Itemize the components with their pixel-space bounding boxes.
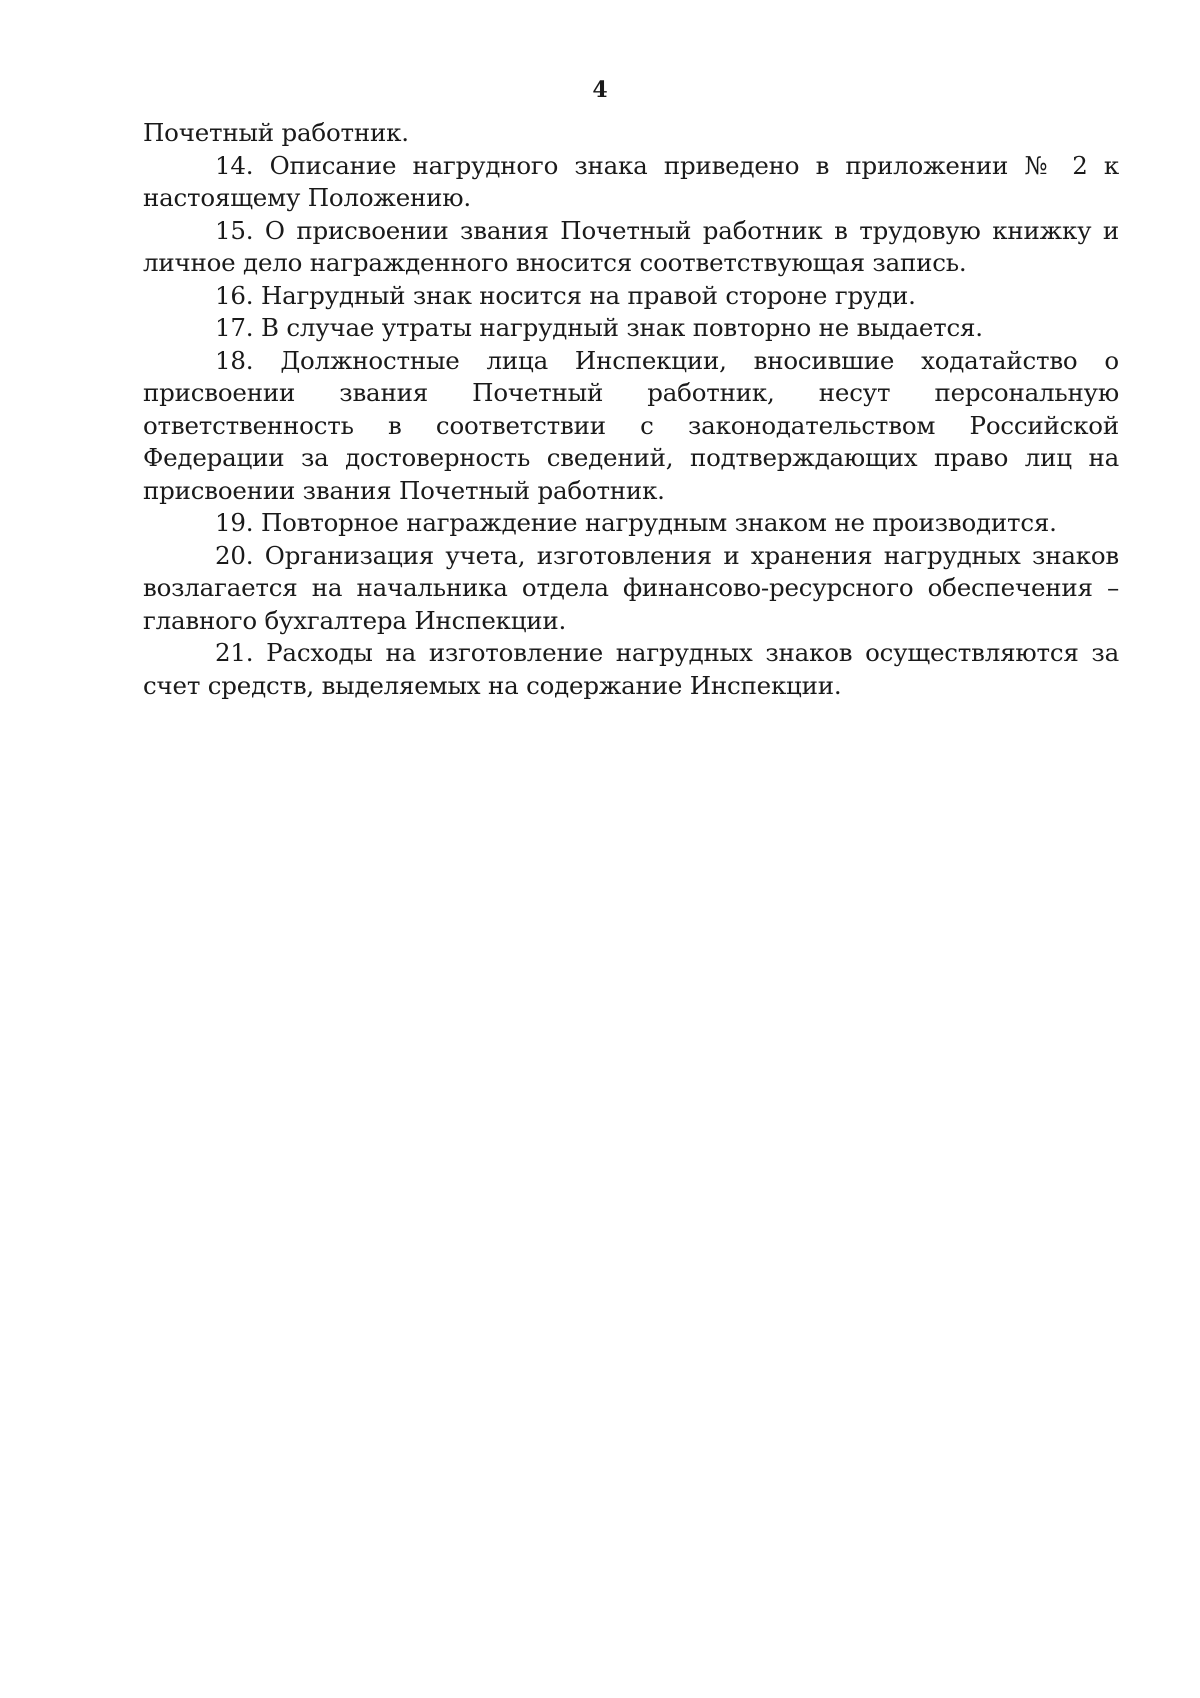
document-body	[143, 117, 1119, 702]
paragraph-21: 21. Расходы на изготовление нагрудных знаков осуществляются за счет средств, выделяемых на содержание Инспекции.	[143, 638, 1119, 700]
page-number: 4	[592, 77, 608, 103]
paragraph-18: 18. Должностные лица Инспекции, вносившие ходатайство о присвоении звания Почетный работник, несут персональную ответственность в соответствии с законодательством Российской Федерации за достоверность сведений, подтверждающих право лиц на присвоении звания Почетный работник.	[143, 345, 1119, 505]
paragraph-14: 14. Описание нагрудного знака приведено в приложении № 2 к настоящему Положению.	[143, 150, 1119, 212]
paragraph-15: 15. О присвоении звания Почетный работник в трудовую книжку и личное дело награжденного вносится соответствующая запись.	[143, 215, 1119, 277]
paragraph-16: 16. Нагрудный знак носится на правой стороне груди.	[215, 280, 916, 310]
paragraph-continuation: Почетный работник.	[143, 118, 409, 147]
paragraph-19: 19. Повторное награждение нагрудным знаком не производится.	[215, 508, 1057, 537]
paragraph-17: 17. В случае утраты нагрудный знак повторно не выдается.	[215, 313, 983, 342]
paragraph-20: 20. Организация учета, изготовления и хранения нагрудных знаков возлагается на начальника отдела финансово-ресурсного обеспечения – главного бухгалтера Инспекции.	[143, 540, 1119, 635]
